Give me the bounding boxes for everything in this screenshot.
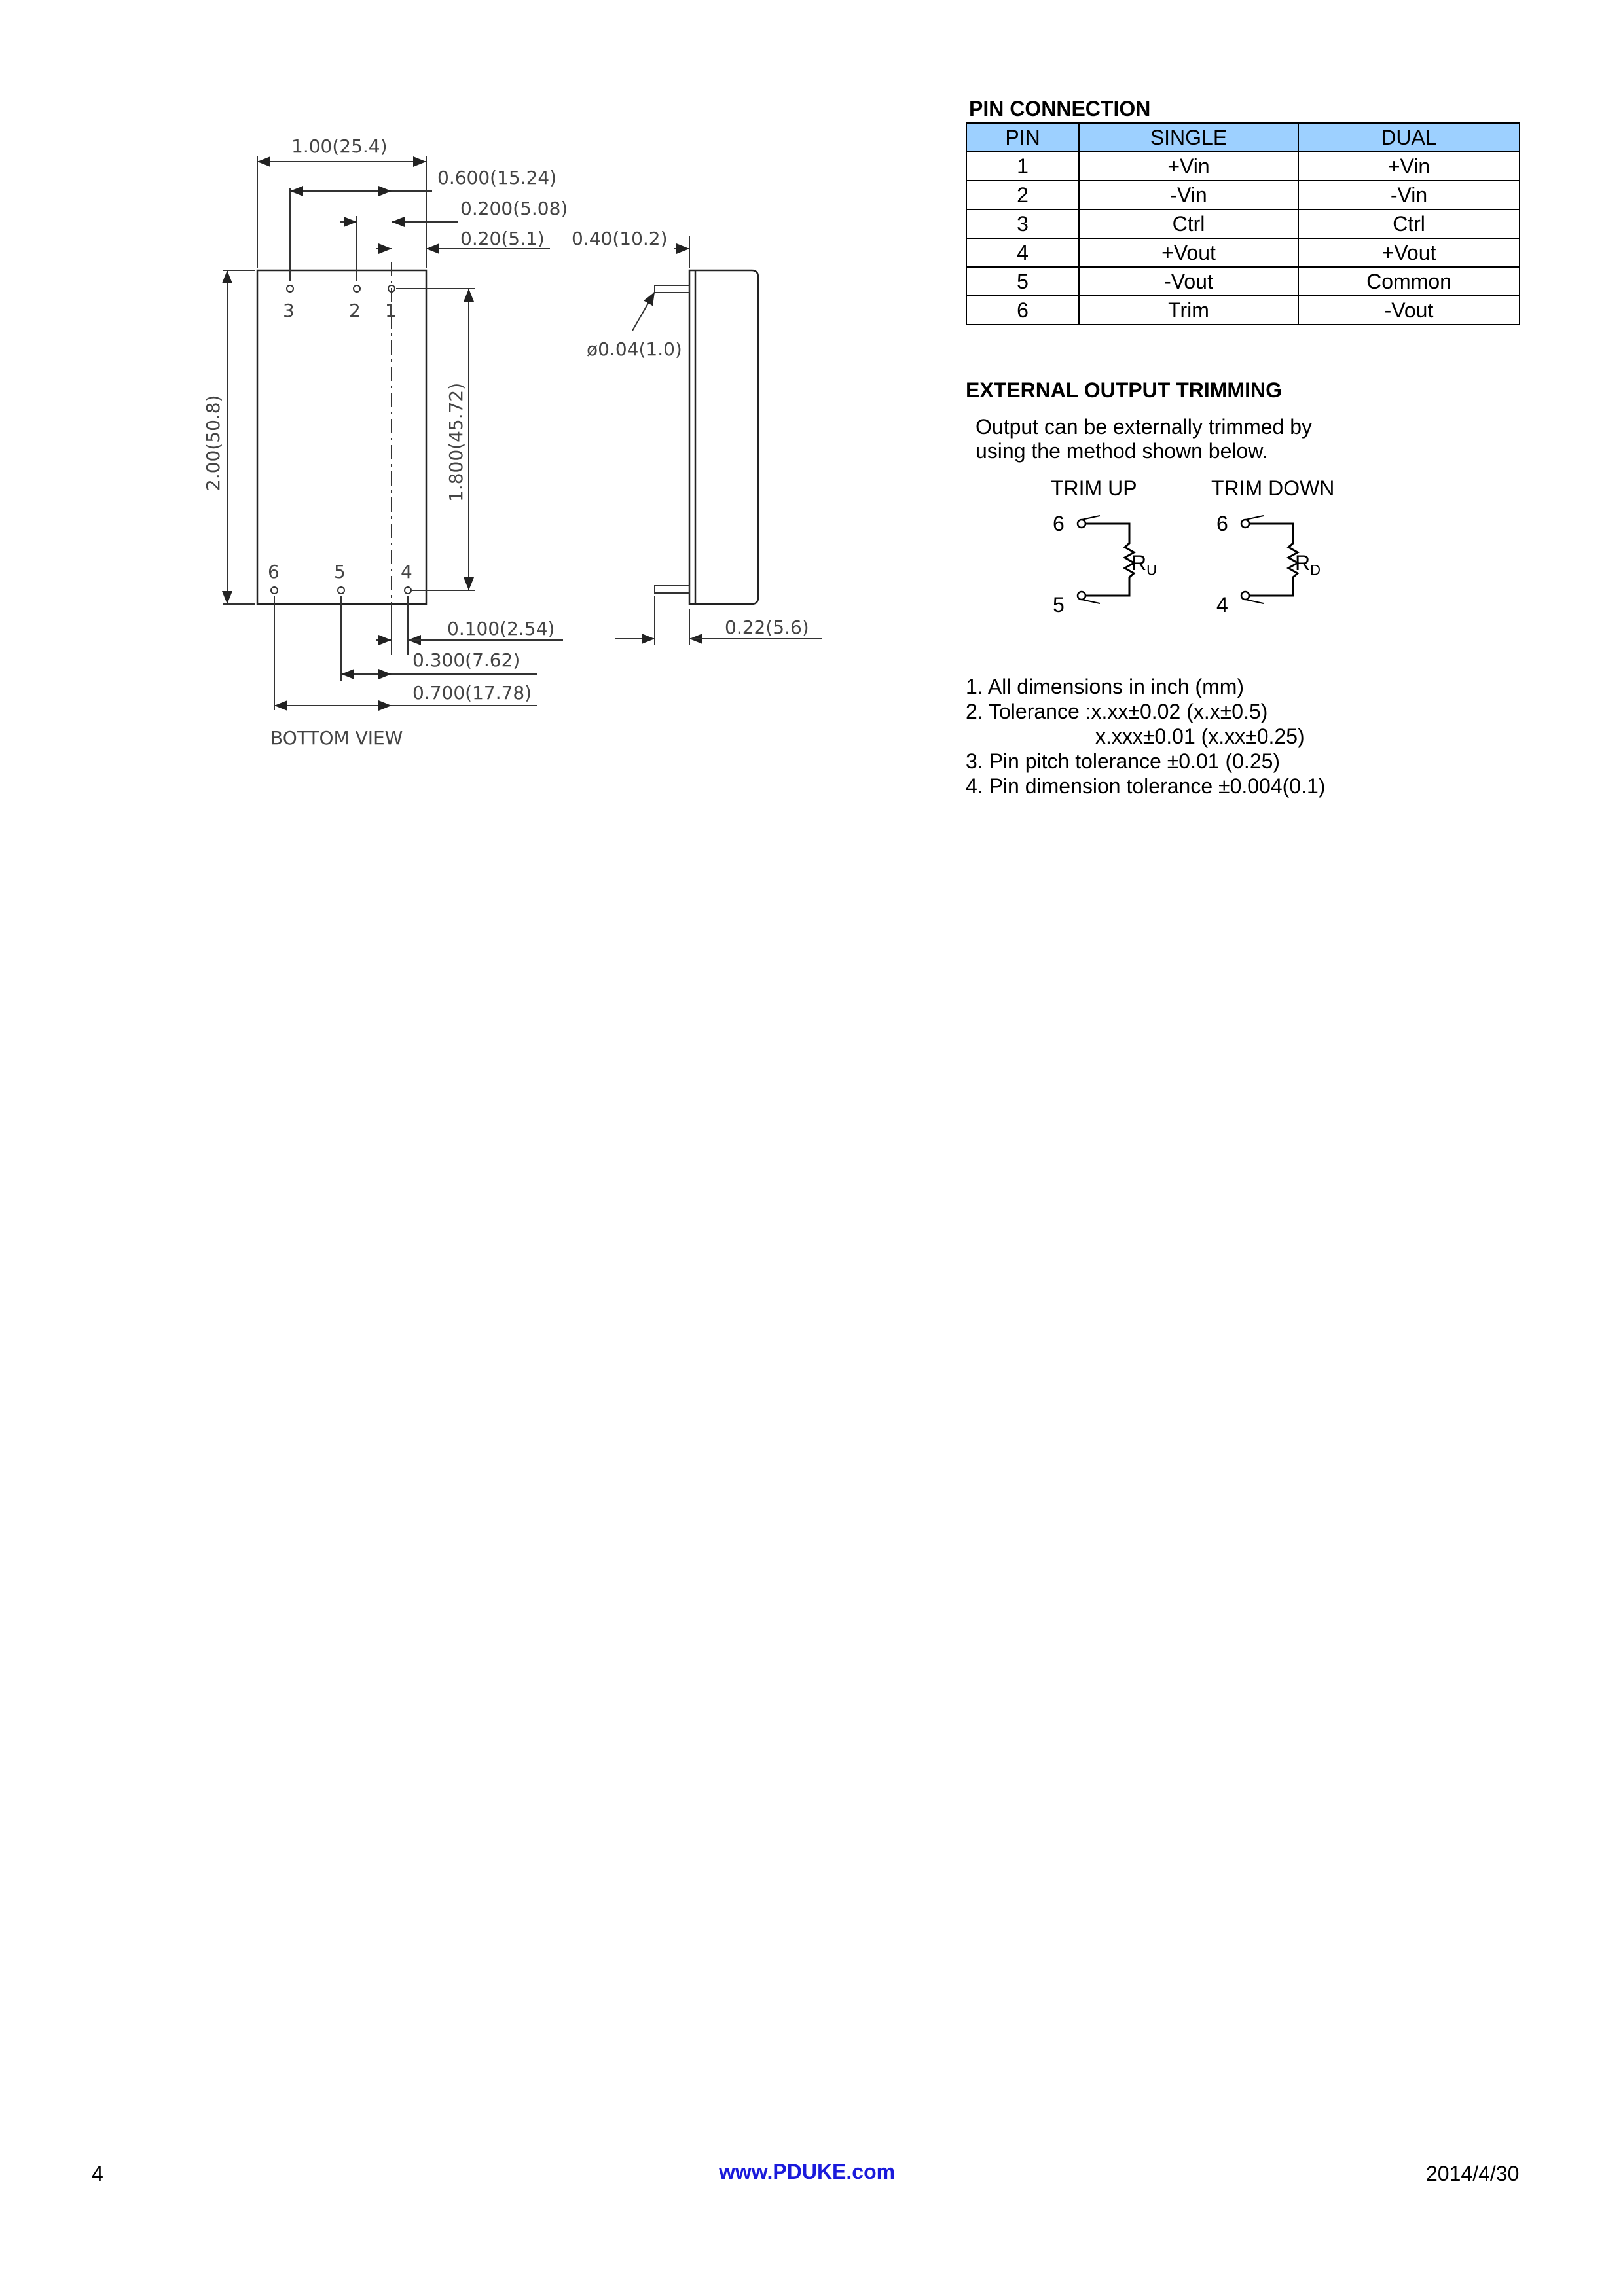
single-function: -Vin: [1079, 181, 1298, 209]
pin-connection-heading: PIN CONNECTION: [969, 97, 1151, 120]
dim-0100: 0.100(2.54): [447, 618, 555, 639]
website-link[interactable]: www.PDUKE.com: [719, 2160, 896, 2183]
dim-width-total: 1.00(25.4): [291, 135, 388, 157]
single-function: -Vout: [1079, 267, 1298, 296]
bottom-view-caption: BOTTOM VIEW: [270, 727, 403, 749]
pin-number: 3: [966, 209, 1079, 238]
dim-side-depth: 0.40(10.2): [572, 228, 668, 249]
side-pin-bottom: [655, 586, 689, 593]
trim-down-circuit: [1241, 516, 1298, 603]
dual-function: +Vin: [1298, 152, 1520, 181]
note-3: 3. Pin pitch tolerance ±0.01 (0.25): [966, 749, 1281, 773]
table-header-row: [966, 123, 1520, 152]
dual-function: +Vout: [1298, 238, 1520, 267]
trim-down-top-pin: 6: [1216, 512, 1228, 535]
table-row: [966, 181, 1520, 209]
trim-circuits: [1034, 497, 1336, 628]
dim-pin-length: 0.22(5.6): [725, 617, 809, 638]
dim-pin-span: 1.800(45.72): [445, 382, 467, 502]
document-date: 2014/4/30: [1426, 2162, 1520, 2185]
mechanical-drawing: [0, 0, 917, 785]
note-2: 2. Tolerance :x.xx±0.02 (x.x±0.5): [966, 700, 1268, 723]
trim-up-bottom-pin: 5: [1053, 593, 1065, 617]
table-row: [966, 209, 1520, 238]
pin-number: 4: [966, 238, 1079, 267]
dual-function: -Vin: [1298, 181, 1520, 209]
trimming-line-1: Output can be externally trimmed by: [976, 415, 1313, 439]
dim-0300: 0.300(7.62): [412, 649, 520, 671]
pin-3-hole: [287, 285, 293, 292]
dual-function: Ctrl: [1298, 209, 1520, 238]
header-dual: DUAL: [1298, 123, 1520, 152]
trim-up-label: TRIM UP: [1051, 476, 1137, 500]
pin-3-label: 3: [283, 300, 295, 321]
pin-number: 1: [966, 152, 1079, 181]
pin-5-label: 5: [334, 561, 346, 583]
table-row: [966, 267, 1520, 296]
notes-list: [966, 674, 1325, 798]
pin-number: 2: [966, 181, 1079, 209]
trim-up-top-pin: 6: [1053, 512, 1065, 535]
header-single: SINGLE: [1079, 123, 1298, 152]
table-row: [966, 238, 1520, 267]
pin-4-hole: [405, 587, 411, 594]
header-pin: PIN: [966, 123, 1079, 152]
module-side-view: [689, 270, 758, 604]
pin-number: 5: [966, 267, 1079, 296]
pin-5-hole: [338, 587, 344, 594]
side-pin-top: [655, 285, 689, 293]
pin-6-hole: [271, 587, 278, 594]
trim-down-label: TRIM DOWN: [1211, 476, 1335, 500]
trimming-description: [976, 415, 1312, 463]
single-function: +Vin: [1079, 152, 1298, 181]
resistor-rd-sub: D: [1310, 562, 1321, 579]
trim-down-bottom-pin: 4: [1216, 593, 1228, 617]
resistor-ru-letter: R: [1131, 551, 1147, 575]
dim-0700: 0.700(17.78): [412, 682, 532, 704]
dim-height-total: 2.00(50.8): [202, 395, 224, 491]
trimming-heading: EXTERNAL OUTPUT TRIMMING: [966, 378, 1282, 402]
single-function: +Vout: [1079, 238, 1298, 267]
dual-function: Common: [1298, 267, 1520, 296]
pin-2-label: 2: [349, 300, 361, 321]
dim-020: 0.20(5.1): [460, 228, 545, 249]
dim-0600: 0.600(15.24): [437, 167, 557, 188]
pin-number: 6: [966, 296, 1079, 325]
resistor-rd-letter: R: [1295, 551, 1311, 575]
trimming-line-2: using the method shown below.: [976, 439, 1268, 463]
single-function: Trim: [1079, 296, 1298, 325]
resistor-ru-sub: U: [1146, 562, 1157, 579]
table-row: [966, 296, 1520, 325]
note-4: 4. Pin dimension tolerance ±0.004(0.1): [966, 774, 1326, 798]
dim-0200: 0.200(5.08): [460, 198, 568, 219]
trim-up-circuit: [1078, 516, 1134, 603]
single-function: Ctrl: [1079, 209, 1298, 238]
note-2-continued: x.xxx±0.01 (x.xx±0.25): [1095, 725, 1305, 748]
table-row: [966, 152, 1520, 181]
pin-connection-section: [966, 97, 1520, 325]
note-1: 1. All dimensions in inch (mm): [966, 675, 1245, 698]
pin-1-label: 1: [385, 300, 397, 321]
page-number: 4: [92, 2162, 103, 2185]
pin-6-label: 6: [268, 561, 280, 583]
dim-pin-diameter: ø0.04(1.0): [587, 338, 682, 360]
dual-function: -Vout: [1298, 296, 1520, 325]
pin-4-label: 4: [401, 561, 412, 583]
pin-connection-table: [966, 122, 1520, 325]
pin-2-hole: [354, 285, 360, 292]
